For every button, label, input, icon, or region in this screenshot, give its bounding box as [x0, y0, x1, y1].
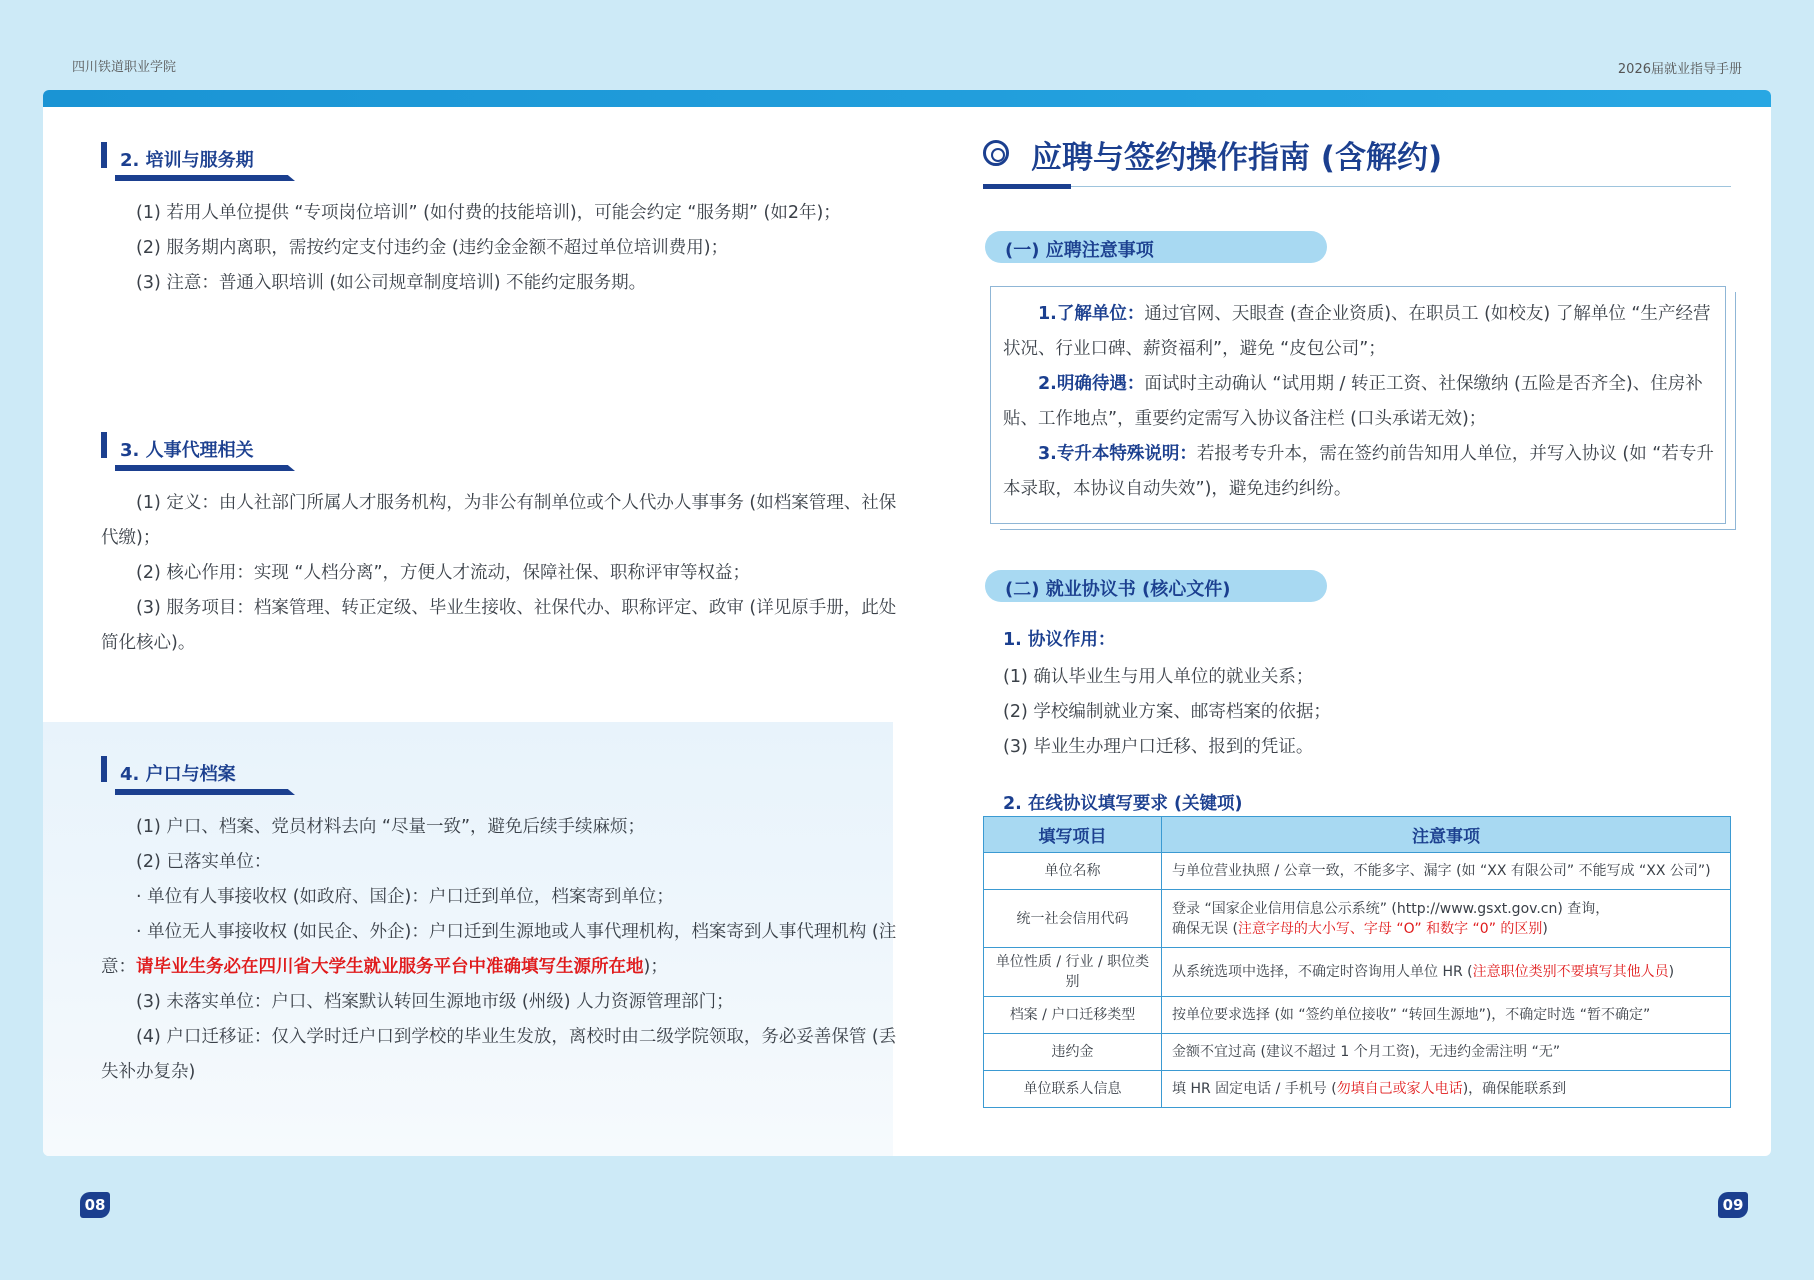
column-header: 注意事项 — [1162, 817, 1731, 853]
section-heading — [101, 756, 901, 796]
subheading-agreement-role: 1. 协议作用： — [1003, 630, 1116, 650]
application-notes-box — [990, 286, 1726, 524]
list-item: (1) 确认毕业生与用人单位的就业关系； — [1003, 667, 1314, 687]
table-row: 统一社会信用代码 登录 “国家企业信用信息公示系统” (http://www.gsxt.gov.cn) 查询， 确保无误 (注意字母的大小写、字母 “O” 和数字 “0” 的区别) — [984, 890, 1731, 948]
section-heading — [101, 142, 901, 182]
paragraph: (3) 服务项目：档案管理、转正定级、毕业生接收、社保代办、职称评定、政审 (详见原手册，此处简化核心)。 — [101, 598, 897, 653]
section-body — [101, 810, 901, 1090]
top-accent-bar — [43, 90, 1771, 107]
section-title: 2. 培训与服务期 — [120, 150, 254, 171]
section-body — [101, 196, 901, 301]
section-title: 4. 户口与档案 — [120, 764, 236, 785]
section-body — [101, 486, 901, 661]
paragraph: (4) 户口迁移证：仅入学时迁户口到学校的毕业生发放，离校时由二级学院领取，务必妥善保管 (丢失补办复杂) — [101, 1027, 897, 1082]
section-personnel-agency — [101, 432, 901, 661]
table-row: 单位名称 与单位营业执照 / 公章一致，不能多字、漏字 (如 “XX 有限公司” 不能写成 “XX 公司”) — [984, 853, 1731, 890]
table-row: 单位性质 / 行业 / 职位类别 从系统选项中选择，不确定时咨询用人单位 HR (注意职位类别不要填写其他人员) — [984, 948, 1731, 997]
part-label-agreement: (二) 就业协议书 (核心文件) — [985, 570, 1327, 602]
target-circle-icon — [983, 140, 1009, 166]
table-row: 违约金 金额不宜过高 (建议不超过 1 个月工资)，无违约金需注明 “无” — [984, 1034, 1731, 1071]
page-number-right: 09 — [1718, 1192, 1748, 1218]
page-number-left: 08 — [80, 1192, 110, 1218]
agreement-role-list — [1003, 660, 1331, 765]
paragraph: · 单位有人事接收权 (如政府、国企)：户口迁到单位，档案寄到单位； — [136, 887, 674, 907]
note-item: 1.了解单位：通过官网、天眼查 (查企业资质)、在职员工 (如校友) 了解单位 “生产经营状况、行业口碑、薪资福利”，避免 “皮包公司”； — [1003, 304, 1711, 359]
requirements-table — [983, 816, 1731, 1108]
page-title: 应聘与签约操作指南 (含解约) — [1031, 140, 1443, 176]
table-row: 单位联系人信息 填 HR 固定电话 / 手机号 (勿填自己或家人电话)，确保能联系到 — [984, 1071, 1731, 1108]
section-heading — [101, 432, 901, 472]
part-label-application: (一) 应聘注意事项 — [985, 231, 1327, 263]
page-sheet — [43, 90, 1771, 1156]
table-row: 档案 / 户口迁移类型 按单位要求选择 (如 “签约单位接收” “转回生源地”)，不确定时选 “暂不确定” — [984, 997, 1731, 1034]
note-item: 2.明确待遇：面试时主动确认 “试用期 / 转正工资、社保缴纳 (五险是否齐全)、住房补贴、工作地点”，重要约定需写入协议备注栏 (口头承诺无效)； — [1003, 374, 1703, 429]
section-household-archive — [101, 756, 901, 1090]
list-item: (3) 毕业生办理户口迁移、报到的凭证。 — [1003, 737, 1314, 757]
paragraph: (2) 已落实单位： — [136, 852, 272, 872]
paragraph: (1) 若用人单位提供 “专项岗位培训” (如付费的技能培训)，可能会约定 “服务期” (如2年)； — [136, 203, 841, 223]
paragraph: (1) 户口、档案、党员材料去向 “尽量一致”，避免后续手续麻烦； — [136, 817, 646, 837]
section-training — [101, 142, 901, 301]
paragraph: (3) 注意：普通入职培训 (如公司规章制度培训) 不能约定服务期。 — [136, 273, 647, 293]
list-item: (2) 学校编制就业方案、邮寄档案的依据； — [1003, 702, 1331, 722]
paragraph: (1) 定义：由人社部门所属人才服务机构，为非公有制单位或个人代办人事事务 (如档案管理、社保代缴)； — [101, 493, 897, 548]
note-item: 3.专升本特殊说明：若报考专升本，需在签约前告知用人单位，并写入协议 (如 “若专升本录取，本协议自动失效”)，避免违约纠纷。 — [1003, 444, 1714, 499]
column-header: 填写项目 — [984, 817, 1162, 853]
school-name: 四川铁道职业学院 — [72, 60, 177, 75]
paragraph: · 单位无人事接收权 (如民企、外企)：户口迁到生源地或人事代理机构，档案寄到人事代理机构 (注意：请毕业生务必在四川省大学生就业服务平台中准确填写生源所在地)； — [101, 922, 897, 977]
handbook-title: 2026届就业指导手册 — [1617, 62, 1742, 77]
subheading-online-form: 2. 在线协议填写要求 (关键项) — [1003, 794, 1243, 814]
important-notice: 请毕业生务必在四川省大学生就业服务平台中准确填写生源所在地 — [136, 957, 644, 977]
paragraph: (2) 核心作用：实现 “人档分离”，方便人才流动，保障社保、职称评审等权益； — [136, 563, 751, 583]
paragraph: (3) 未落实单位：户口、档案默认转回生源地市级 (州级) 人力资源管理部门； — [136, 992, 734, 1012]
section-title: 3. 人事代理相关 — [120, 440, 254, 461]
table-header-row — [984, 817, 1731, 853]
paragraph: (2) 服务期内离职，需按约定支付违约金 (违约金金额不超过单位培训费用)； — [136, 238, 729, 258]
